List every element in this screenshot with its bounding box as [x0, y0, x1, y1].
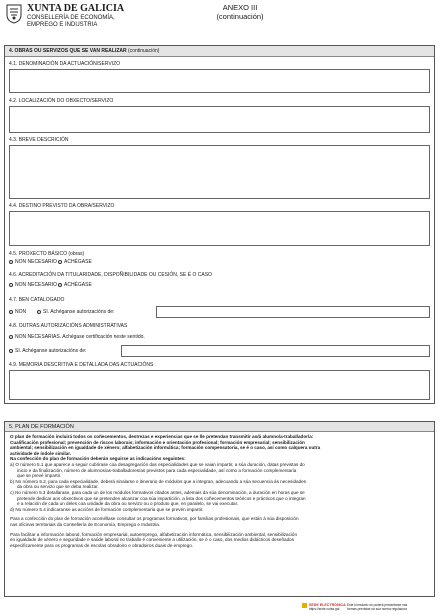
annex-title: ANEXO III	[222, 3, 258, 12]
programs-line-1: Para a confección do plan de formación acoméllase consultar os programas formativos, por familias profesionais, que están á súa disposición	[10, 516, 299, 522]
field-4-9-label: 4.9. MEMORIA DESCRITIVA E DETALLADA DAS ACTUACIÓNS	[9, 362, 154, 368]
logo-line-2: EMPREGO E INDUSTRIA	[27, 22, 98, 28]
sede-electronica-logo	[302, 603, 307, 608]
instruction-b-line-1: b) No número 5.2, para cada especialidade, deberá sinalarse o itinerario de módulos que a integran, adecuando a súa secuencia ás necesidades	[10, 478, 306, 484]
materials-line-3: especificamente para os programas de escolas obradoiro e obradoiros duais de emprego.	[10, 542, 194, 548]
radio-icon[interactable]	[9, 335, 13, 339]
field-4-7-authorizations-input[interactable]	[156, 306, 430, 318]
radio-icon[interactable]	[9, 349, 13, 353]
instruction-d-line-1: d) No número 5.4 indicaranse as accións de formación complementaria que se prevén impartir.	[10, 506, 204, 512]
radio-icon[interactable]	[58, 283, 62, 287]
galicia-shield-icon	[6, 4, 22, 24]
field-4-8-option-1[interactable]: NON NECESARIAS. Achégase certificación neste sentido.	[9, 334, 145, 340]
instruction-a-line-2: inicio e da finalización, número de alumnos/as-traballadores/as previstos para cada especialidade, así como a formación complementaria	[17, 467, 297, 473]
section-5-body	[10, 434, 429, 548]
footer-url[interactable]: https://sede.xunta.gal	[309, 607, 340, 611]
field-4-2-input[interactable]	[9, 106, 430, 133]
section-5-title: 5. PLAN DE FORMACIÓN	[9, 424, 74, 430]
field-4-9-input[interactable]	[9, 370, 430, 400]
plan-topics-line-1: Cualificación profesional; prevención de riscos laborais; información e orientación profesional; formación empresarial; sensibilización	[10, 439, 305, 445]
instruction-c-line-3: e a relación de cada un deles coa unidade da obra ou servizo ou o produto que, en paralelo, se vai executar.	[17, 501, 239, 507]
field-4-4-input[interactable]	[9, 211, 430, 246]
radio-icon[interactable]	[9, 283, 13, 287]
radio-icon[interactable]	[58, 260, 62, 264]
field-4-7-option-1[interactable]: NON	[9, 309, 26, 315]
field-4-6-option-1[interactable]: NON NECESARIO	[9, 282, 57, 288]
logo-title: XUNTA DE GALICIA	[27, 3, 125, 14]
field-4-1-label: 4.1. DENOMINACIÓN DA ACTUACIÓN/SERVIZO	[9, 61, 121, 67]
materials-line-1: Para facilitar a información laboral, formación empresarial, autoemprego, alfabetización informática, sensibilización ambiental, sensibilización	[10, 531, 297, 537]
plan-topics-line-3: actividade de índole similar.	[10, 450, 72, 456]
field-4-8-option-2[interactable]: SI. Achéganse autorizacións de:	[9, 348, 86, 354]
instruction-a-line-1: a) O número 5.1 que aparece a seguir cubrirase coa desagregación das especialidades que se vaian impartir, a súa duración, datas previstas do	[10, 461, 305, 467]
footer-note-1: Este formulario só poderá presentarse nas	[347, 603, 408, 607]
field-4-3-input[interactable]	[9, 145, 430, 199]
instruction-c-line-1: c) No número 5.3 detallarase, para cada un de los módulos formativos citados antes, ademais da súa denominación, a duración en horas que se	[10, 489, 305, 495]
field-4-4-label: 4.4. DESTINO PREVISTO DA OBRA/SERVIZO	[9, 203, 115, 209]
field-4-5-label: 4.5. PROXECTO BÁSICO (obras)	[9, 251, 85, 257]
plan-instructions-intro: Na confección do plan de formación deberán seguirse as indicacións seguintes:	[10, 456, 186, 462]
field-4-2-label: 4.2. LOCALIZACIÓN DO OBXECTO/SERVIZO	[9, 98, 114, 104]
radio-icon[interactable]	[9, 260, 13, 264]
plan-topics-line-2: ambiental; sensibilización en igualdade de xénero; alfabetización informática; formación compensatoria, se é o caso, así como calquera outra	[10, 445, 321, 451]
field-4-7-option-2[interactable]: SI. Achéganse autorizacións de:	[37, 309, 114, 315]
instruction-c-line-2: pretende dedicar aos obxectivos que se pretenden alcanzar coa súa impartición, a lista dos coñecementos teóricos e prácticos que o integran	[17, 495, 306, 501]
plan-intro: O plan de formación incluirá todos os coñecementos, destrezas e experiencias que se lle pretendan transmitir ao/á alumno/a-traballador/a:	[10, 434, 314, 439]
radio-icon[interactable]	[37, 310, 41, 314]
field-4-8-label: 4.8. OUTRAS AUTORIZACIÓNS ADMINISTRATIVAS	[9, 323, 128, 329]
field-4-6-option-2[interactable]: ACHÉGASE	[58, 282, 92, 288]
footer-note-2: formas previstas na súa norma reguladora	[347, 607, 407, 611]
field-4-1-input[interactable]	[9, 69, 430, 93]
radio-icon[interactable]	[9, 310, 13, 314]
materials-line-2: en igualdade de xénero e seguridade e saúde laboral no traballo é conveniente a utilización, se é o caso, dos medios didácticos deseñados	[10, 537, 294, 543]
field-4-7-label: 4.7. BEN CATALOGADO	[9, 297, 65, 303]
field-4-8-authorizations-input[interactable]	[121, 345, 430, 357]
annex-subtitle: (continuación)	[216, 12, 264, 21]
field-4-3-label: 4.3. BREVE DESCRICIÓN	[9, 137, 69, 143]
field-4-5-option-1[interactable]: NON NECESARIO	[9, 259, 57, 265]
footer-brand: SEDE ELECTRÓNICA	[309, 603, 346, 607]
programs-line-2: nas oficinas territoriais da Consellería de Economía, Emprego e Industria.	[10, 521, 161, 527]
field-4-6-label: 4.6. ACREDITACIÓN DA TITULARIDADE, DISPOÑIBILIDADE OU CESIÓN, SE É O CASO	[9, 272, 212, 278]
instruction-a-line-3: que se prevé impartir.	[17, 473, 62, 479]
xunta-logo	[6, 4, 22, 24]
section-4-title: 4. OBRAS OU SERVIZOS QUE SE VAN REALIZAR (continuación)	[9, 48, 160, 54]
logo-line-1: CONSELLERÍA DE ECONOMÍA,	[27, 15, 115, 21]
instruction-b-line-2: da obra ou servizo que se deba realizar.	[17, 484, 99, 490]
field-4-5-option-2[interactable]: ACHÉGASE	[58, 259, 92, 265]
